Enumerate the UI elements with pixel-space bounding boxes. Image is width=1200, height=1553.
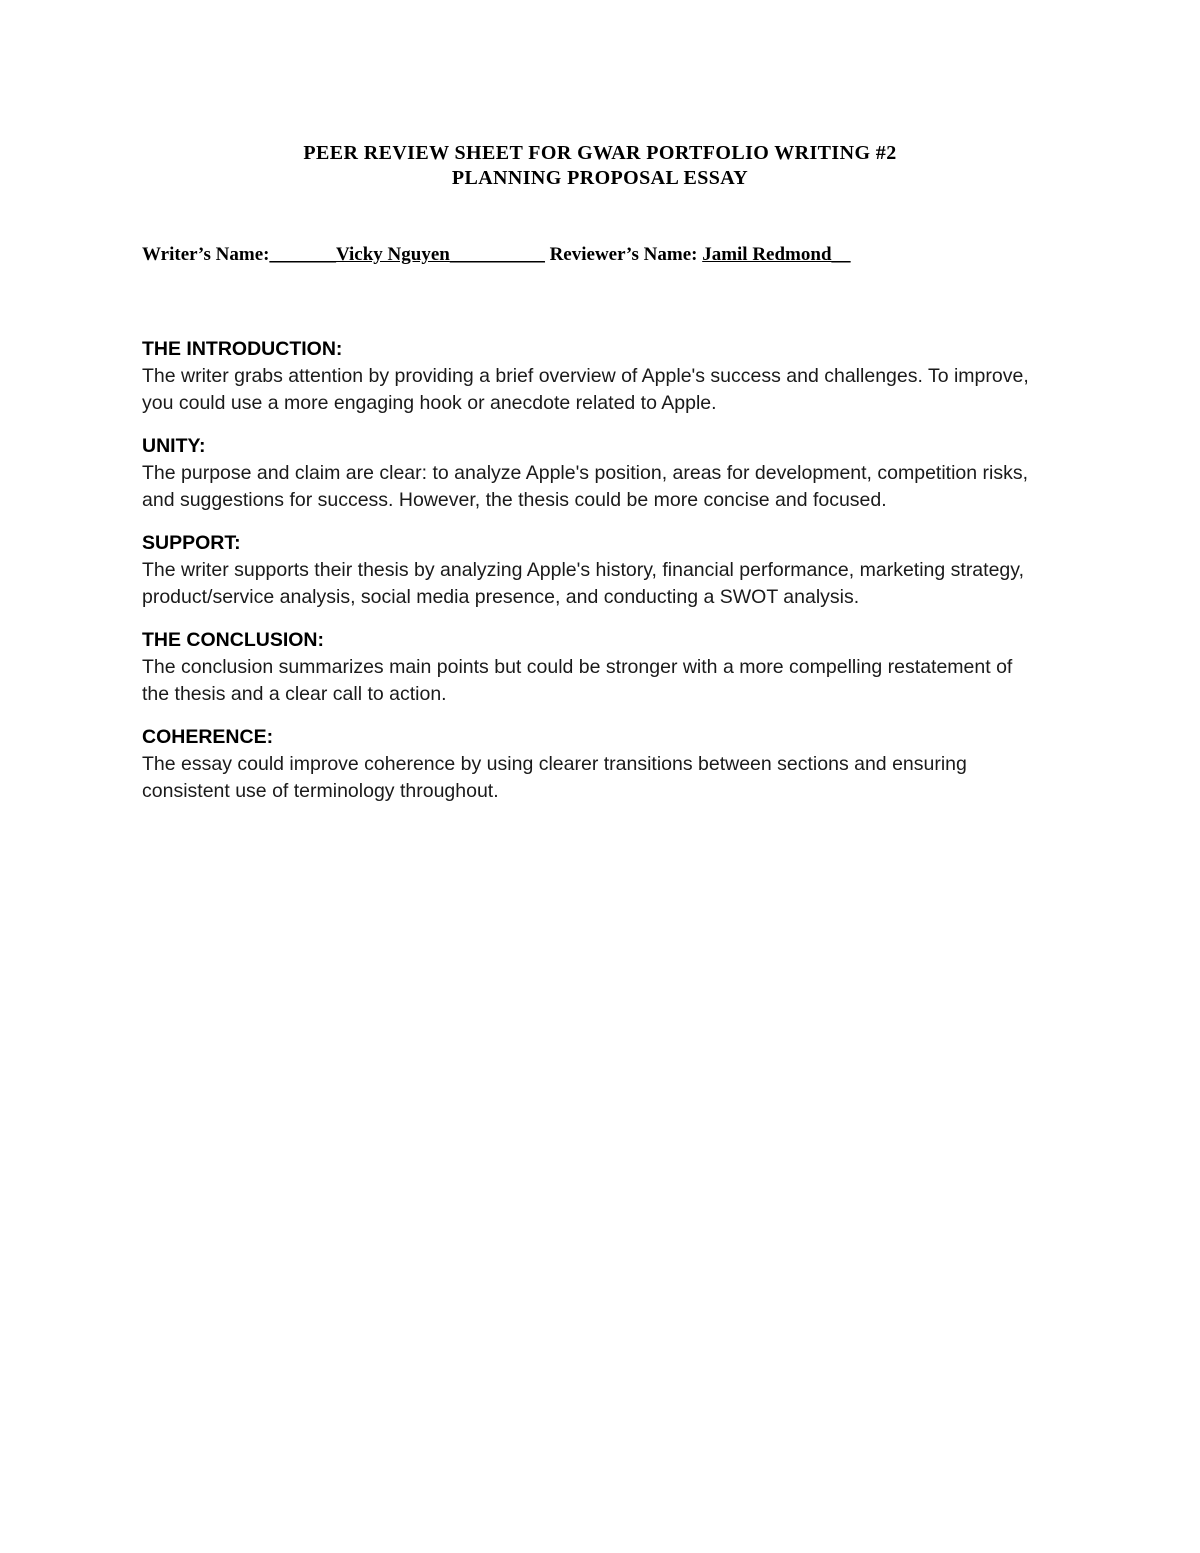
reviewer-name-label: Reviewer’s Name: [549, 244, 698, 265]
reviewer-name-value: Jamil Redmond [702, 244, 832, 265]
section-body: The writer grabs attention by providing a brief overview of Apple's success and challenges. To improve, you could use a more engaging hook or anecdote related to Apple. [142, 365, 1029, 414]
section-introduction [142, 336, 1032, 417]
section-support [142, 530, 1032, 611]
section-body: The purpose and claim are clear: to analyze Apple's position, areas for development, competition risks, and suggestions for success. However, the thesis could be more concise and focused. [142, 462, 1029, 511]
names-line [142, 242, 851, 268]
section-heading: SUPPORT: [142, 532, 241, 554]
writer-name-field [269, 244, 544, 265]
section-unity [142, 433, 1032, 514]
review-content [142, 336, 1032, 821]
section-body: The conclusion summarizes main points but could be stronger with a more compelling restatement of the thesis and a clear call to action. [142, 656, 1013, 705]
section-heading: THE CONCLUSION: [142, 629, 324, 651]
section-body: The writer supports their thesis by analyzing Apple's history, financial performance, marketing strategy, product/service analysis, social media presence, and conducting a SWOT analysis. [142, 559, 1024, 608]
writer-name-pre-blank: _______ [269, 244, 336, 265]
section-heading: UNITY: [142, 435, 206, 457]
reviewer-name-post-blank: __ [831, 244, 851, 265]
section-body: The essay could improve coherence by using clearer transitions between sections and ensuring consistent use of terminology throughout. [142, 753, 967, 802]
section-conclusion [142, 627, 1032, 708]
writer-name-post-blank: __________ [449, 244, 545, 265]
section-heading: COHERENCE: [142, 726, 274, 748]
document-title: PEER REVIEW SHEET FOR GWAR PORTFOLIO WRITING #2 [303, 142, 897, 164]
section-heading: THE INTRODUCTION: [142, 338, 343, 360]
document-subtitle: PLANNING PROPOSAL ESSAY [451, 167, 749, 189]
writer-name-value: Vicky Nguyen [335, 244, 450, 265]
writer-name-label: Writer’s Name: [142, 244, 270, 265]
reviewer-name-field [702, 244, 850, 265]
section-coherence [142, 724, 1032, 805]
